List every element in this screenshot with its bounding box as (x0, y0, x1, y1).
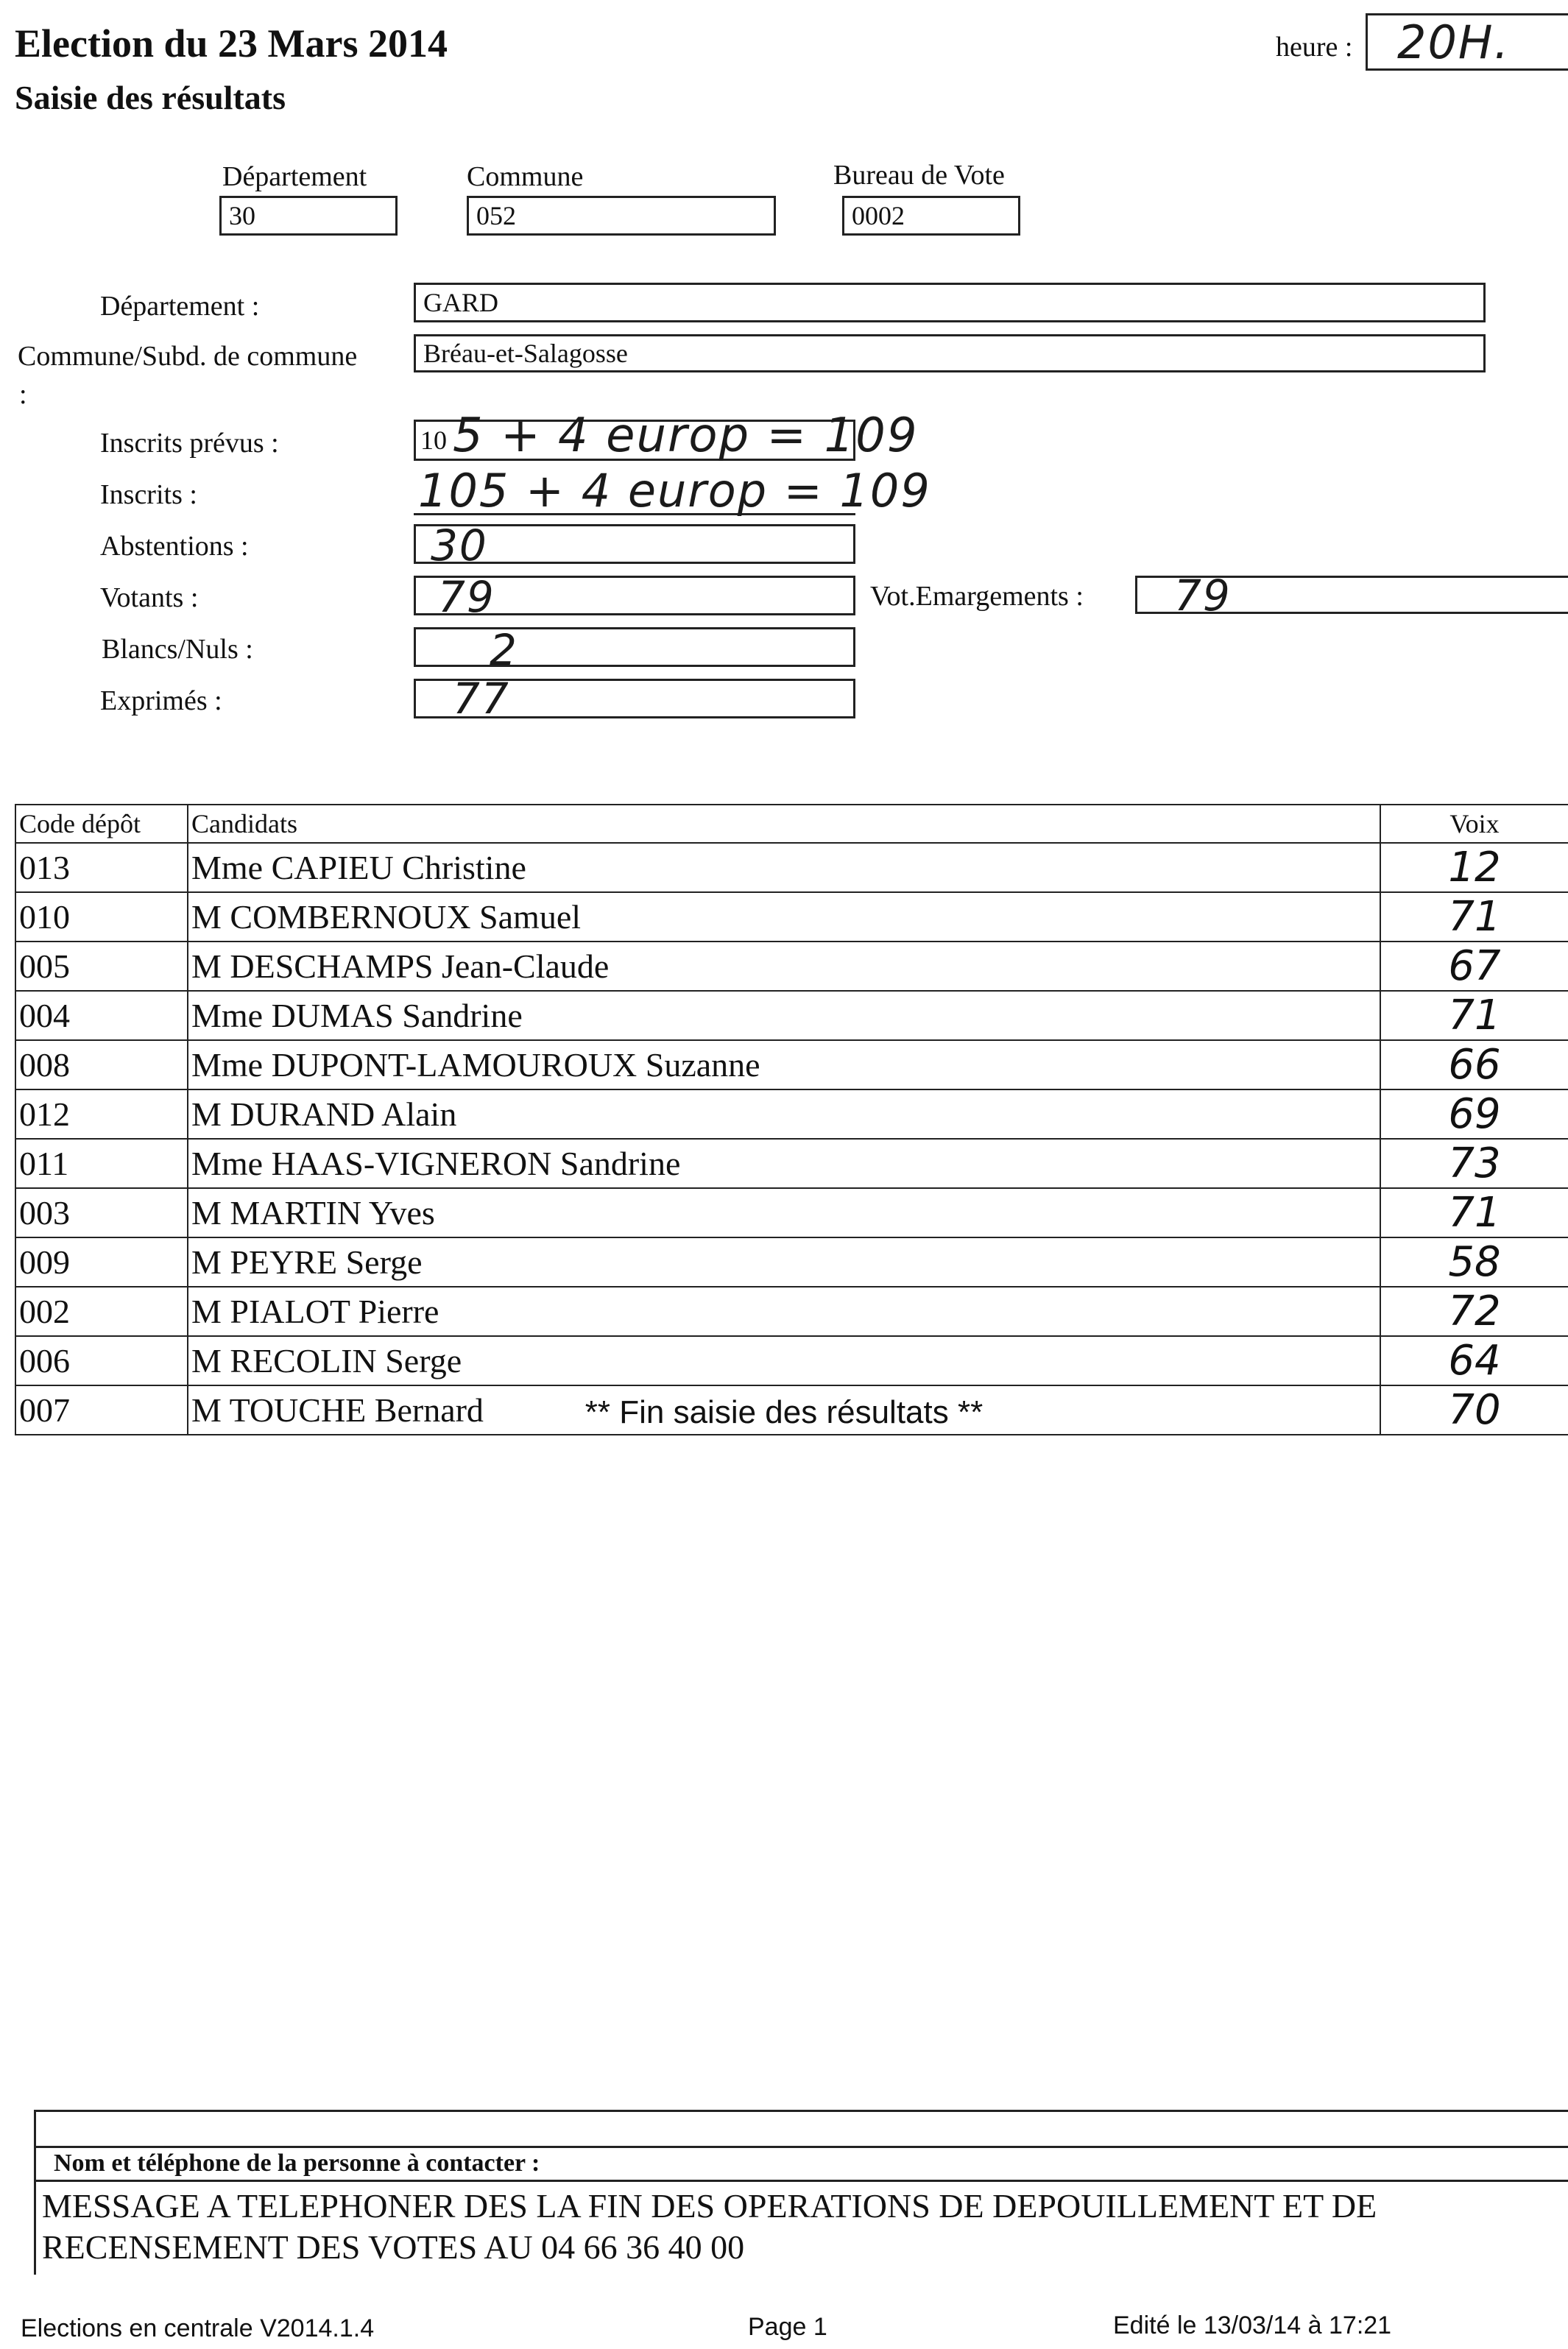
bureau-label: Bureau de Vote (833, 160, 1005, 191)
table-row (15, 942, 1568, 991)
emargements-hand: 79 (1174, 571, 1232, 621)
bureau-value: 0002 (852, 201, 905, 230)
blancs-nuls-field[interactable] (414, 625, 855, 675)
departement-code-value: 30 (229, 201, 255, 230)
emargements-field[interactable] (1135, 571, 1568, 621)
row-code: 005 (15, 942, 188, 991)
commune-name-field[interactable] (414, 334, 1486, 372)
table-row (15, 1237, 1568, 1287)
blancs-nuls-hand: 2 (490, 625, 518, 675)
col-candidats-header: Candidats (188, 805, 1380, 843)
row-candidate: M TOUCHE Bernard (188, 1385, 1380, 1435)
row-code: 011 (15, 1139, 188, 1188)
contact-label-row (34, 2148, 1568, 2182)
table-row (15, 1336, 1568, 1385)
contact-message (34, 2182, 1568, 2275)
table-row (15, 1139, 1568, 1188)
row-code: 007 (15, 1385, 188, 1435)
row-code: 008 (15, 1040, 188, 1089)
row-voix[interactable]: 73 (1380, 1139, 1568, 1188)
table-header-row (15, 805, 1568, 843)
row-voix[interactable]: 66 (1380, 1040, 1568, 1089)
page-title: Election du 23 Mars 2014 (15, 21, 448, 66)
emargements-label: Vot.Emargements : (870, 581, 1084, 612)
votants-hand: 79 (438, 572, 495, 622)
row-candidate: M MARTIN Yves (188, 1188, 1380, 1237)
commune-code-value: 052 (476, 201, 516, 230)
row-code: 006 (15, 1336, 188, 1385)
col-voix-header: Voix (1380, 805, 1568, 843)
results-table (15, 804, 1568, 1435)
commune-label-colon: : (19, 379, 27, 410)
row-code: 013 (15, 843, 188, 892)
row-code: 002 (15, 1287, 188, 1336)
footer-app-version: Elections en centrale V2014.1.4 (21, 2314, 375, 2342)
contact-message-line2: RECENSEMENT DES VOTES AU 04 66 36 40 00 (42, 2228, 745, 2266)
exprimes-label: Exprimés : (100, 685, 222, 716)
inscrits-field[interactable] (414, 464, 931, 518)
abstentions-hand: 30 (431, 520, 488, 571)
commune-code-field[interactable] (467, 196, 776, 236)
row-code: 010 (15, 892, 188, 942)
row-voix[interactable]: 58 (1380, 1237, 1568, 1287)
votants-label: Votants : (100, 582, 199, 613)
end-of-results-text: ** Fin saisie des résultats ** (585, 1394, 983, 1430)
row-code: 009 (15, 1237, 188, 1287)
table-row (15, 1040, 1568, 1089)
exprimes-field[interactable] (414, 674, 855, 724)
table-row (15, 1287, 1568, 1336)
row-voix[interactable]: 71 (1380, 991, 1568, 1040)
row-voix[interactable]: 70 (1380, 1385, 1568, 1435)
contact-top-field[interactable] (34, 2110, 1568, 2148)
row-candidate: Mme DUMAS Sandrine (188, 991, 1380, 1040)
row-candidate: M PIALOT Pierre (188, 1287, 1380, 1336)
row-code: 003 (15, 1188, 188, 1237)
row-code: 012 (15, 1089, 188, 1139)
inscrits-prevus-field[interactable] (414, 409, 919, 463)
contact-message-line1: MESSAGE A TELEPHONER DES LA FIN DES OPERATIONS DE DEPOUILLEMENT ET DE (42, 2187, 1377, 2225)
row-voix[interactable]: 71 (1380, 892, 1568, 942)
row-voix[interactable]: 71 (1380, 1188, 1568, 1237)
row-voix[interactable]: 67 (1380, 942, 1568, 991)
inscrits-label: Inscrits : (100, 479, 197, 510)
exprimes-hand: 77 (453, 674, 510, 724)
votants-field[interactable] (414, 572, 855, 622)
inscrits-prevus-hand: 5 + 4 europ = 109 (453, 409, 919, 463)
col-code-header: Code dépôt (15, 805, 188, 843)
row-voix[interactable]: 72 (1380, 1287, 1568, 1336)
row-code: 004 (15, 991, 188, 1040)
departement-name-value: GARD (423, 288, 499, 317)
footer-page: Page 1 (748, 2313, 827, 2341)
row-candidate: M COMBERNOUX Samuel (188, 892, 1380, 942)
departement-name-field[interactable] (414, 283, 1486, 322)
inscrits-hand: 105 + 4 europ = 109 (418, 464, 931, 518)
blancs-nuls-label: Blancs/Nuls : (102, 634, 253, 665)
table-row (15, 892, 1568, 942)
commune-label: Commune/Subd. de commune (18, 341, 358, 372)
departement-code-field[interactable] (219, 196, 398, 236)
row-candidate: M DESCHAMPS Jean-Claude (188, 942, 1380, 991)
abstentions-field[interactable] (414, 520, 855, 571)
row-candidate: M PEYRE Serge (188, 1237, 1380, 1287)
row-candidate: M DURAND Alain (188, 1089, 1380, 1139)
row-voix[interactable]: 64 (1380, 1336, 1568, 1385)
departement-code-label: Département (222, 161, 367, 192)
row-voix[interactable]: 69 (1380, 1089, 1568, 1139)
commune-name-value: Bréau-et-Salagosse (423, 339, 628, 368)
table-row (15, 991, 1568, 1040)
heure-field[interactable] (1366, 13, 1568, 71)
row-candidate: Mme CAPIEU Christine (188, 843, 1380, 892)
bureau-field[interactable] (842, 196, 1020, 236)
departement-label: Département : (100, 291, 260, 322)
row-candidate: Mme HAAS-VIGNERON Sandrine (188, 1139, 1380, 1188)
contact-label: Nom et téléphone de la personne à contacter : (54, 2150, 540, 2177)
row-voix[interactable]: 12 (1380, 843, 1568, 892)
abstentions-label: Abstentions : (100, 531, 249, 562)
inscrits-prevus-printed: 10 (420, 425, 447, 455)
commune-code-label: Commune (467, 161, 584, 192)
inscrits-prevus-label: Inscrits prévus : (100, 428, 279, 459)
row-candidate: Mme DUPONT-LAMOUROUX Suzanne (188, 1040, 1380, 1089)
table-row (15, 1188, 1568, 1237)
heure-value: 20H. (1397, 15, 1511, 69)
footer-edited: Edité le 13/03/14 à 17:21 (1113, 2311, 1392, 2339)
page-subtitle: Saisie des résultats (15, 79, 286, 116)
table-row (15, 1089, 1568, 1139)
heure-label: heure : (1276, 32, 1353, 63)
table-row (15, 843, 1568, 892)
row-candidate: M RECOLIN Serge (188, 1336, 1380, 1385)
